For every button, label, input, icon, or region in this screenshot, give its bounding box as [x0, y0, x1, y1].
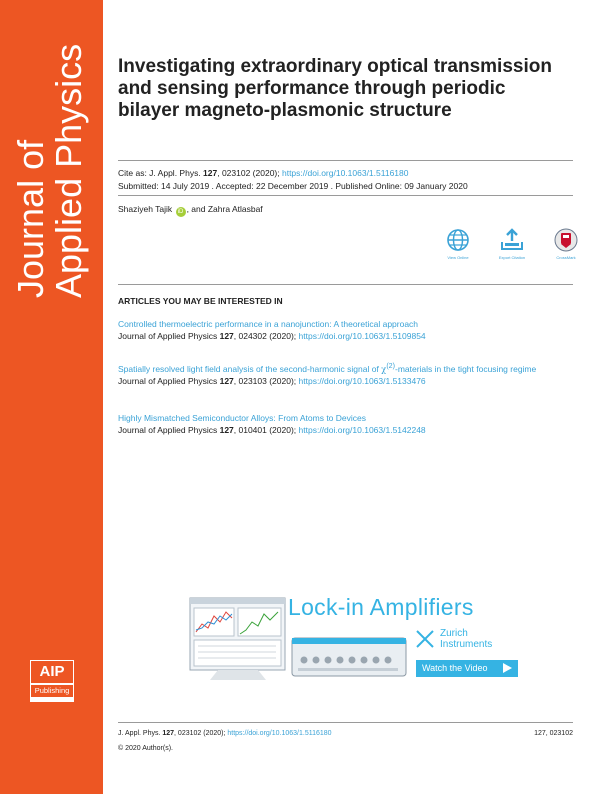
- related-article-doi-link[interactable]: https://doi.org/10.1063/1.5142248: [298, 424, 426, 435]
- related-article-title-link[interactable]: Spatially resolved light field analysis of the second-harmonic signal of $\chi^{(2)}$-materials in the tight focusing regime: [118, 362, 537, 375]
- related-article-doi-link[interactable]: https://doi.org/10.1063/1.5109854: [298, 330, 426, 341]
- instrument-screenshot-illustration: [188, 594, 298, 684]
- related-article: [118, 319, 573, 342]
- related-article: [118, 361, 573, 388]
- related-article-citation: Journal of Applied Physics 127, 023103 (2020); https://doi.org/10.1063/1.5133476: [118, 376, 426, 387]
- authors-line: Shaziyeh Tajik iD , and Zahra Atlasbaf: [118, 204, 263, 215]
- lock-in-amplifier-device-illustration: [290, 632, 410, 682]
- footer-citation: J. Appl. Phys. 127, 023102 (2020); https://doi.org/10.1063/1.5116180: [118, 730, 332, 737]
- orcid-icon[interactable]: iD: [176, 207, 186, 217]
- export-citation-button[interactable]: Export Citation: [492, 228, 532, 260]
- crossmark-button[interactable]: CrossMark: [546, 228, 586, 260]
- author-link[interactable]: Shaziyeh Tajik: [118, 204, 173, 214]
- divider: [118, 284, 573, 285]
- related-article: [118, 413, 573, 436]
- ad-headline: Lock-in Amplifiers: [288, 594, 474, 620]
- crossmark-icon: [554, 228, 578, 252]
- divider: [118, 195, 573, 196]
- watch-video-button[interactable]: Watch the Video: [416, 660, 518, 677]
- footer-divider: [118, 722, 573, 723]
- advertisement-banner[interactable]: [188, 590, 538, 686]
- play-icon: [503, 663, 512, 673]
- cite-as-line: Cite as: J. Appl. Phys. 127, 023102 (2020); https://doi.org/10.1063/1.5116180: [118, 168, 409, 178]
- related-article-doi-link[interactable]: https://doi.org/10.1063/1.5133476: [298, 376, 426, 387]
- footer-doi-link[interactable]: https://doi.org/10.1063/1.5116180: [227, 730, 332, 737]
- publication-dates: Submitted: 14 July 2019 . Accepted: 22 December 2019 . Published Online: 09 January 2020: [118, 181, 468, 191]
- logo-aip-text: AIP: [31, 661, 73, 683]
- related-article-title-link[interactable]: Highly Mismatched Semiconductor Alloys: From Atoms to Devices: [118, 413, 367, 423]
- view-online-button[interactable]: View Online: [438, 228, 478, 260]
- divider: [118, 160, 573, 161]
- related-article-citation: Journal of Applied Physics 127, 024302 (2020); https://doi.org/10.1063/1.5109854: [118, 330, 426, 341]
- zurich-instruments-logo-icon: [414, 628, 436, 650]
- copyright-notice: © 2020 Author(s).: [118, 745, 173, 752]
- article-title: Investigating extraordinary optical transmission and sensing performance through periodic bilayer magneto-plasmonic structure: [118, 56, 552, 121]
- globe-icon: [446, 228, 470, 252]
- related-articles-heading: ARTICLES YOU MAY BE INTERESTED IN: [118, 296, 283, 306]
- author-link[interactable]: Zahra Atlasbaf: [207, 204, 263, 214]
- ad-brand-name: Zurich Instruments: [440, 628, 493, 650]
- journal-sidebar: [0, 0, 103, 794]
- journal-name: Journal of Applied Physics: [10, 43, 89, 298]
- aip-publishing-logo[interactable]: [30, 660, 74, 702]
- footer-page-ref: 127, 023102: [534, 730, 573, 737]
- related-article-title-link[interactable]: Controlled thermoelectric performance in a nanojunction: A theoretical approach: [118, 319, 419, 329]
- article-doi-link[interactable]: https://doi.org/10.1063/1.5116180: [281, 168, 409, 178]
- logo-publishing-text: Publishing: [31, 685, 73, 697]
- related-article-citation: Journal of Applied Physics 127, 010401 (2020); https://doi.org/10.1063/1.5142248: [118, 424, 426, 435]
- export-icon: [499, 228, 525, 252]
